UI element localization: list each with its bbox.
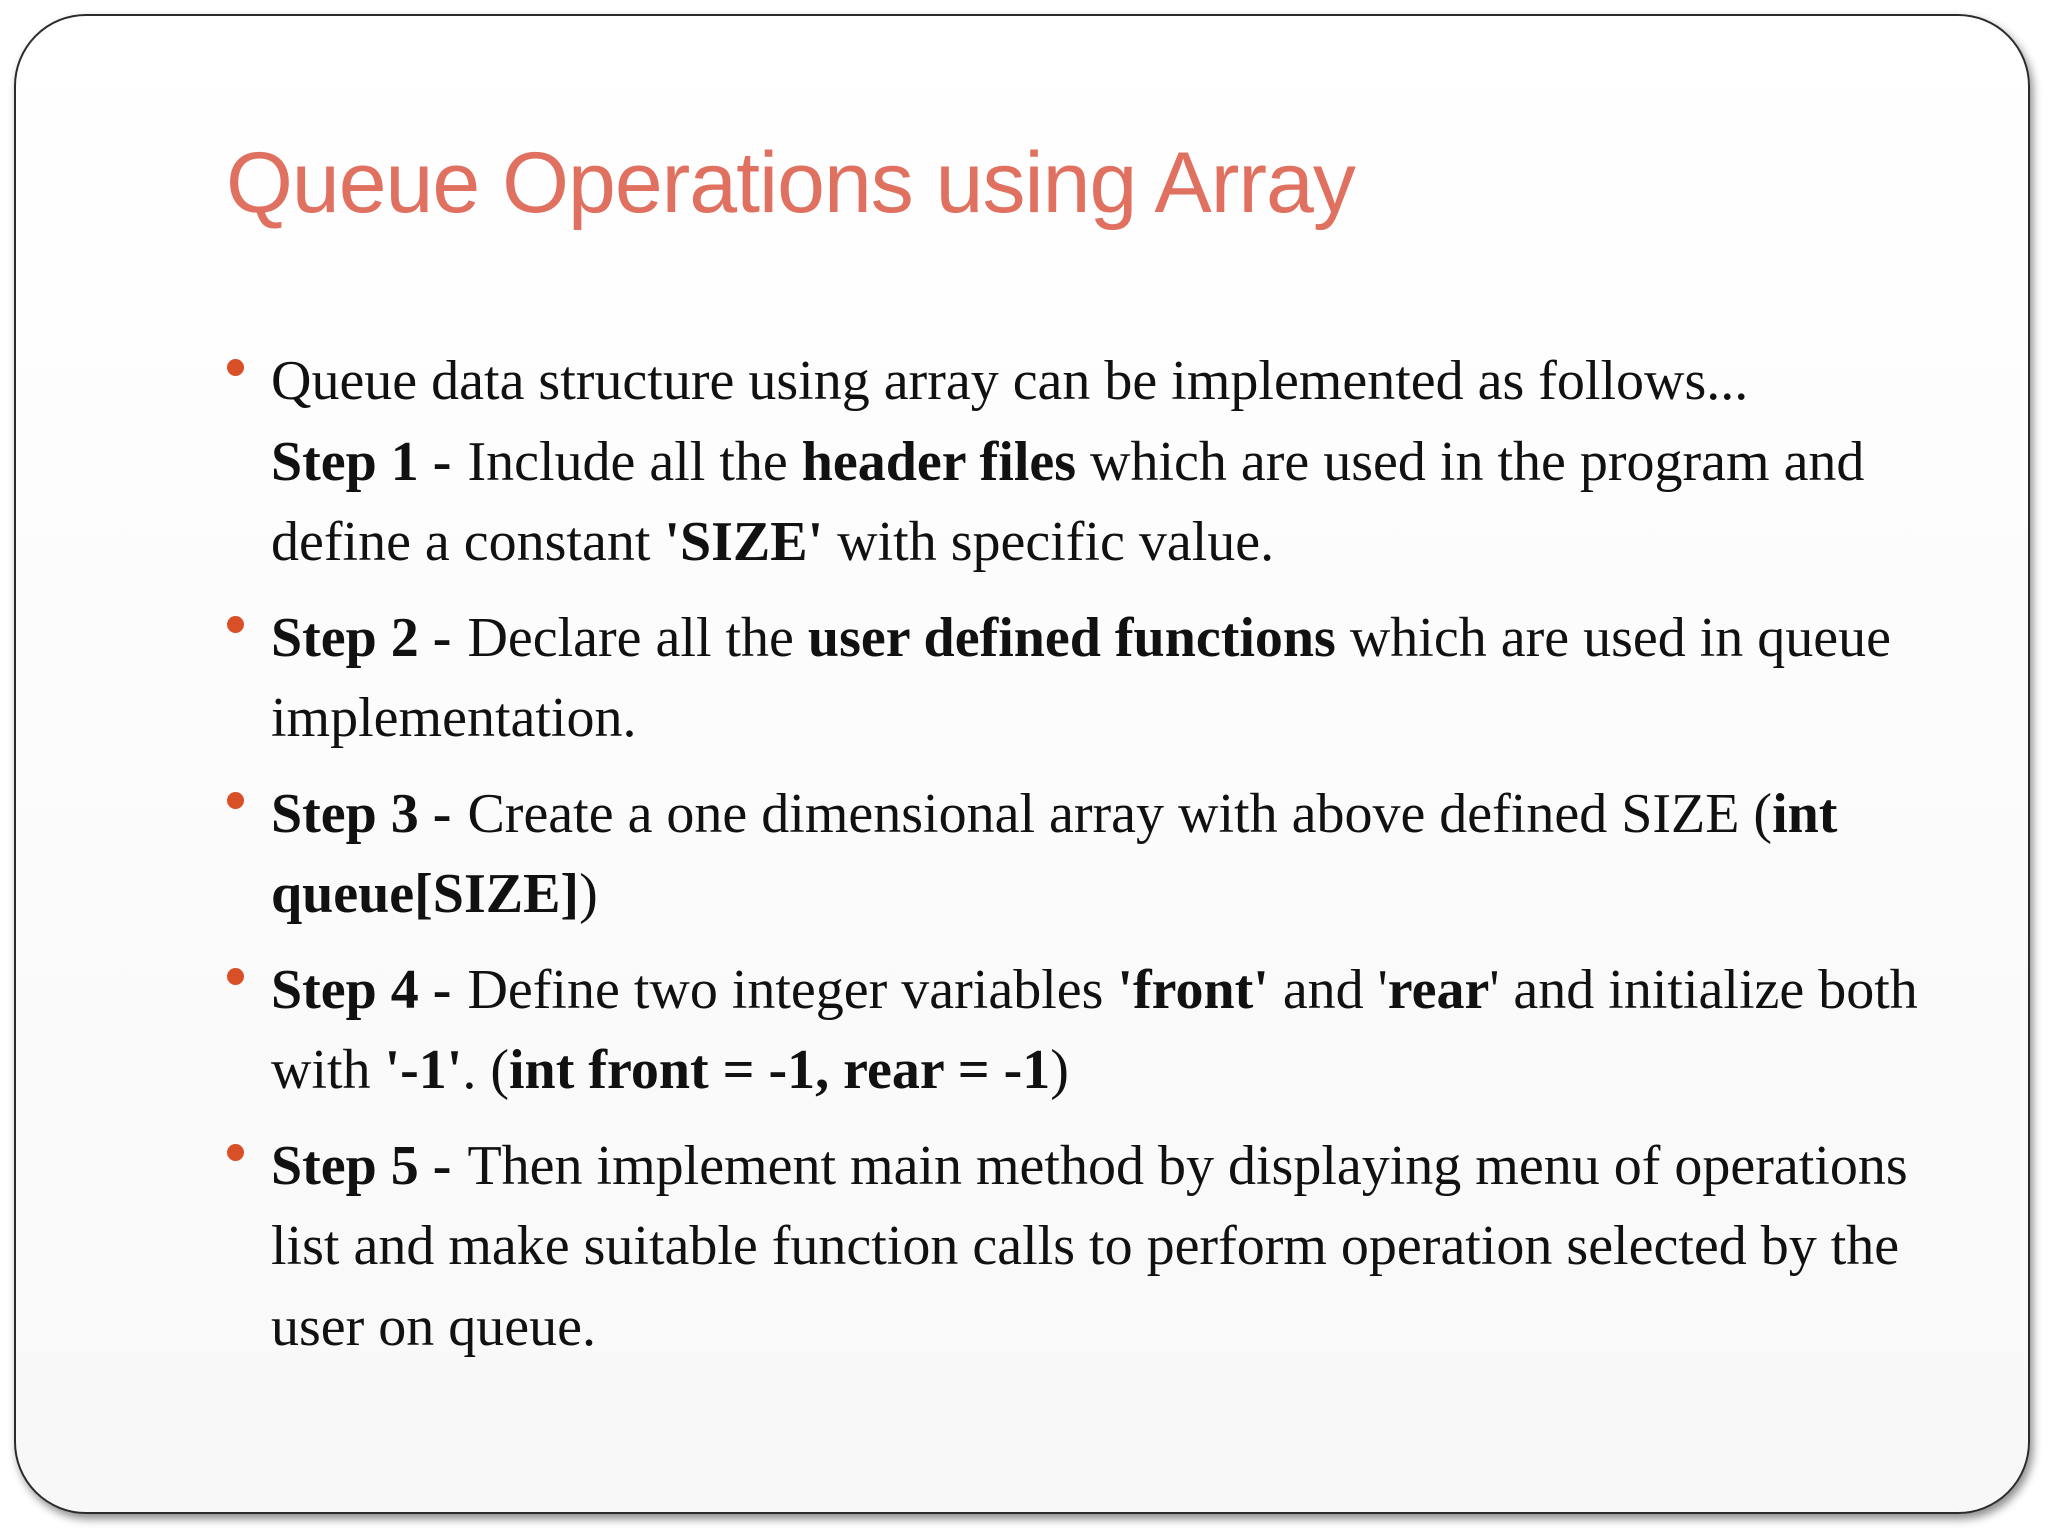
step-3-label: Step 3 - [271,782,452,845]
bullet-dot-icon [227,1144,244,1161]
step-1-bold-header-files: header files [801,430,1077,493]
bullet-item-5 [216,1126,1956,1368]
step-4-text-3: ' and initialize both with [271,958,1918,1101]
step-2-text: Declare all the [467,606,808,669]
bullet-list [216,341,1956,1382]
step-4-bold-minus-one: '-1' [384,1039,463,1101]
step-3-text: Create a one dimensional array with above defined SIZE ( [467,782,1773,845]
step-2-bold-functions: user defined functions [807,606,1336,669]
step-4-text-2: and ' [1268,958,1388,1021]
step-4-label: Step 4 - [271,958,452,1021]
bullet-item-1 [216,341,1956,583]
bullet-item-4 [216,950,1956,1111]
bullet-dot-icon [227,359,244,376]
bullet-dot-icon [227,968,244,985]
bullet-item-3 [216,774,1956,935]
step-4-bold-code: int front = -1, rear = -1 [508,1039,1051,1101]
step-1-text-2: which are used in the program and define a constant [271,430,1865,573]
step-4-bold-rear: rear [1387,958,1490,1021]
step-4-text-5: ) [1050,1039,1069,1101]
step-2-text-2: which are used in queue implementation. [271,606,1891,749]
intro-text: Queue data structure using array can be implemented as follows... [271,350,1749,412]
step-5-text: Then implement main method by displaying menu of operations list and make suitable function calls to perform operation selected by the user on queue. [271,1134,1908,1358]
step-4-text-4: . ( [462,1039,509,1101]
step-1-text-3: with specific value. [823,511,1275,573]
step-3-text-2: ) [579,863,598,925]
slide-frame [14,14,2030,1514]
step-3-bold-code: int queue[SIZE] [271,782,1838,925]
slide-title: Queue Operations using Array [226,135,1355,231]
bullet-dot-icon [227,792,244,809]
step-2-label: Step 2 - [271,606,452,669]
step-5-label: Step 5 - [271,1134,452,1197]
step-4-text: Define two integer variables [467,958,1118,1021]
step-1-bold-size: 'SIZE' [664,511,824,573]
step-1-text: Include all the [467,430,802,493]
step-4-bold-front: 'front' [1117,958,1269,1021]
step-1-label: Step 1 - [271,430,452,493]
bullet-item-2 [216,598,1956,759]
bullet-dot-icon [227,616,244,633]
